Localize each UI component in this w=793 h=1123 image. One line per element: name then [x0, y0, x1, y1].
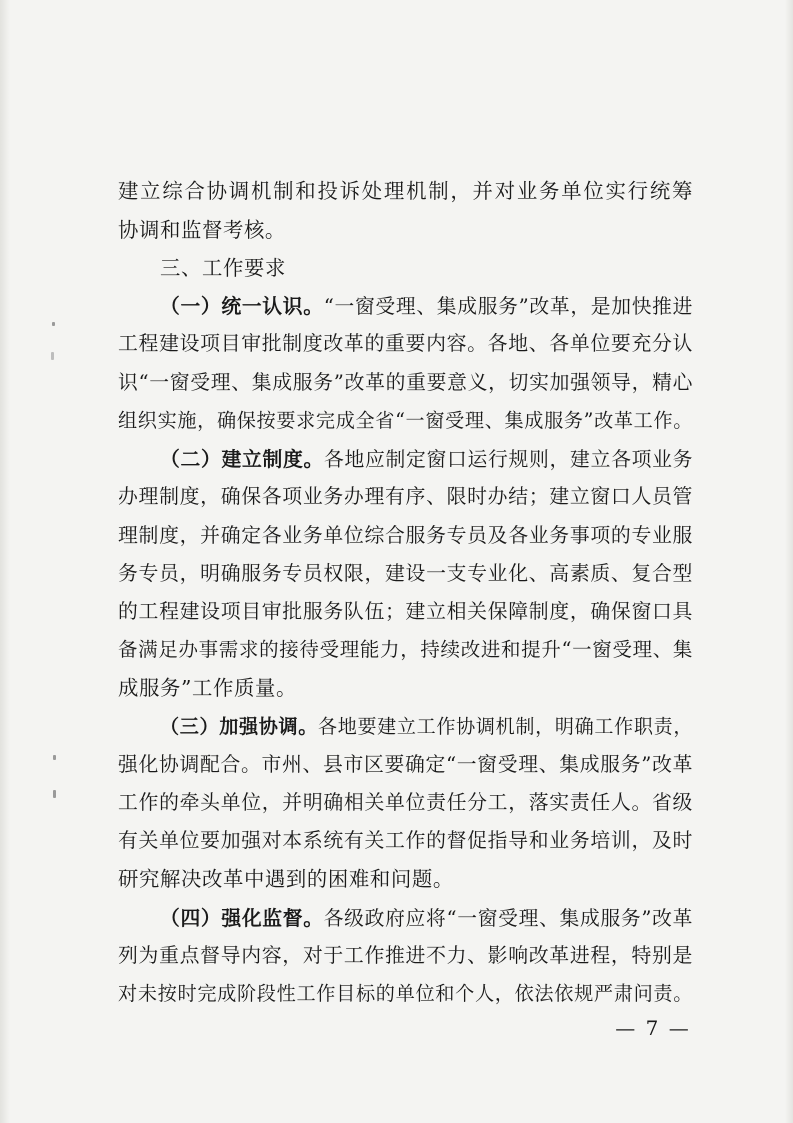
- line-text: 有关单位要加强对本系统有关工作的督促指导和业务培训，及时: [118, 829, 693, 852]
- scan-edge-right: [785, 0, 793, 1123]
- line-text: 对未按时完成阶段性工作目标的单位和个人，依法依规严肃问责。: [118, 982, 693, 1005]
- paragraph-heading-text: 各地应制定窗口运行规则，建立各项业务: [324, 448, 693, 471]
- page-number: — 7 —: [615, 1016, 691, 1040]
- line-text: 组织实施，确保按要求完成全省“一窗受理、集成服务”改革工作。: [118, 409, 693, 432]
- paragraph-heading-title: （二）建立制度。: [160, 447, 325, 471]
- body-line: [118, 785, 693, 821]
- paragraph-heading-title: （一）统一认识。: [160, 294, 324, 318]
- binding-hole-mark: [53, 790, 56, 798]
- line-text: 协调和监督考核。: [118, 218, 286, 242]
- line-text: 备满足办事需求的接待受理能力，持续改进和提升“一窗受理、集: [118, 638, 693, 661]
- body-line: [118, 632, 693, 668]
- body-line: [118, 861, 693, 897]
- body-line: [118, 403, 693, 439]
- binding-hole-mark: [52, 322, 55, 326]
- body-line: [118, 823, 693, 859]
- body-line: [118, 326, 693, 362]
- body-line: [118, 938, 693, 974]
- paragraph-heading-text: 各地要建立工作协调机制，明确工作职责，: [317, 715, 693, 738]
- line-text: 的工程建设项目审批服务队伍；建立相关保障制度，确保窗口具: [118, 600, 693, 623]
- line-text: 理制度，并确定各业务单位综合服务专员及各业务事项的专业服: [118, 524, 693, 547]
- paragraph-heading-text: “一窗受理、集成服务”改革，是加快推进: [323, 295, 693, 318]
- paragraph-heading-title: （三）加强协调。: [160, 715, 318, 738]
- line-text: 列为重点督导内容，对于工作推进不力、影响改革进程，特别是: [118, 944, 693, 967]
- body-line: [118, 976, 693, 1012]
- paragraph-heading-text: 各级政府应将“一窗受理、集成服务”改革: [323, 907, 693, 930]
- body-line: [118, 173, 693, 209]
- line-text: 建立综合协调机制和投诉处理机制，并对业务单位实行统筹: [118, 179, 693, 203]
- body-line: [118, 670, 693, 706]
- body-line: [118, 479, 693, 515]
- body-line: [118, 594, 693, 630]
- line-text: 研究解决改革中遇到的困难和问题。: [118, 867, 454, 891]
- line-text: 工作的牵头单位，并明确相关单位责任分工，落实责任人。省级: [118, 791, 693, 814]
- paragraph-heading-line: [160, 288, 693, 324]
- paragraph-heading-title: （四）强化监督。: [160, 906, 324, 930]
- binding-hole-mark: [53, 755, 56, 760]
- line-text: 工程建设项目审批制度改革的重要内容。各地、各单位要充分认: [118, 332, 693, 355]
- line-text: 成服务”工作质量。: [118, 676, 297, 700]
- section-title: 三、工作要求: [160, 256, 286, 280]
- line-text: 务专员，明确服务专员权限，建设一支专业化、高素质、复合型: [118, 562, 693, 585]
- body-line: [118, 747, 693, 783]
- line-text: 强化协调配合。市州、县市区要确定“一窗受理、集成服务”改革: [118, 753, 693, 776]
- body-line: [118, 556, 693, 592]
- paragraph-heading-line: [160, 900, 693, 936]
- scan-edge-left: [0, 0, 10, 1123]
- body-line: [118, 518, 693, 554]
- body-line: [118, 365, 693, 401]
- section-heading: [160, 250, 693, 286]
- line-text: 识“一窗受理、集成服务”改革的重要意义，切实加强领导，精心: [118, 371, 693, 394]
- line-text: 办理制度，确保各项业务办理有序、限时办结；建立窗口人员管: [118, 485, 693, 508]
- paragraph-heading-line: [160, 441, 693, 477]
- paragraph-heading-line: [160, 709, 693, 745]
- binding-hole-mark: [51, 352, 54, 360]
- body-line: [118, 212, 693, 248]
